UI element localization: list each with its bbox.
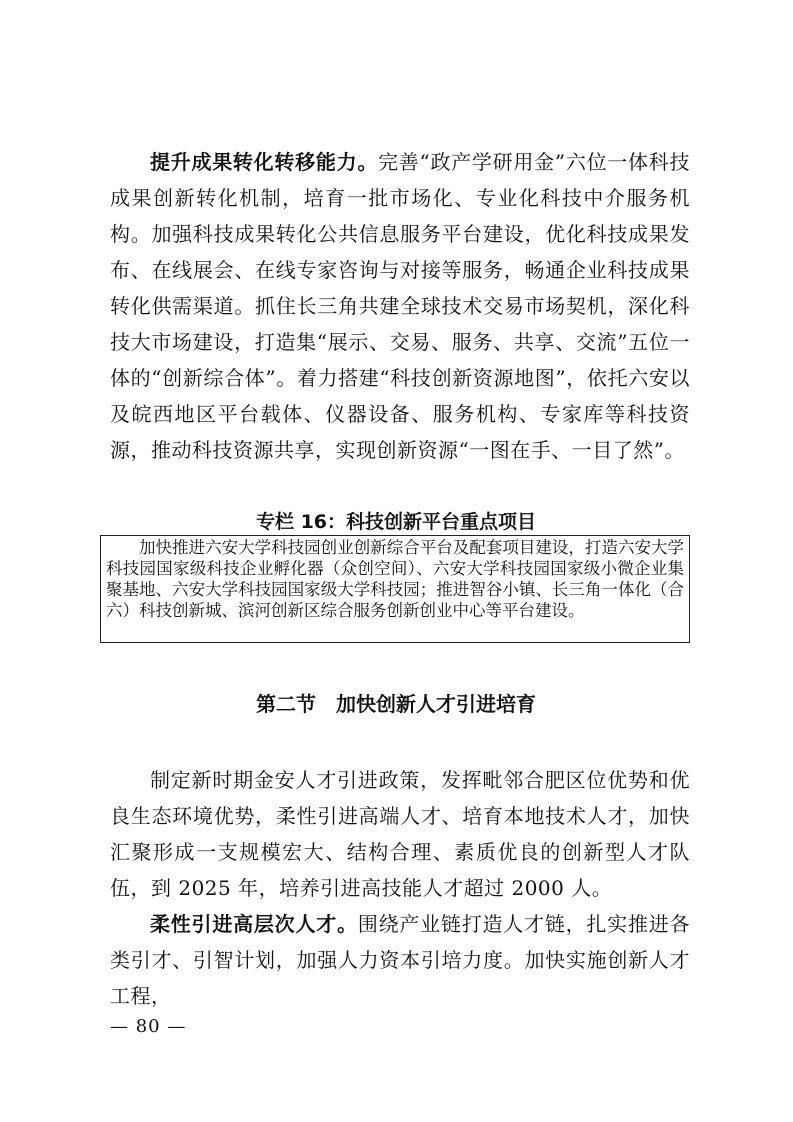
paragraph-achievement-transfer	[110, 144, 690, 468]
paragraph-talent-policy	[110, 762, 690, 906]
key-projects-box	[100, 535, 690, 643]
paragraph-body: 制定新时期金安人才引进政策，发挥毗邻合肥区位优势和优良生态环境优势，柔性引进高端人才、培育本地技术人才，加快汇聚形成一支规模宏大、结构合理、素质优良的创新型人才队伍，到 2025 年，培养引进高技能人才超过 2000 人。	[110, 768, 690, 900]
box-title: 专栏 16：科技创新平台重点项目	[255, 511, 537, 533]
paragraph-lead-heading: 提升成果转化转移能力。	[150, 150, 379, 174]
paragraph-lead-heading: 柔性引进高层次人才。	[150, 912, 358, 936]
section-title: 第二节 加快创新人才引进培育	[256, 692, 536, 716]
paragraph-body: 完善“政产学研用金”六位一体科技成果创新转化机制，培育一批市场化、专业化科技中介服务机构。加强科技成果转化公共信息服务平台建设，优化科技成果发布、在线展会、在线专家咨询与对接等服务，畅通企业科技成果转化供需渠道。抓住长三角共建全球技术交易市场契机，深化科技大市场建设，打造集“展示、交易、服务、共享、交流”五位一体的“创新综合体”。着力搭建“科技创新资源地图”，依托六安以及皖西地区平台载体、仪器设备、服务机构、专家库等科技资源，推动科技资源共享，实现创新资源“一图在手、一目了然”。	[110, 150, 691, 462]
page-number: — 80 —	[110, 1016, 187, 1037]
paragraph-body: 围绕产业链打造人才链，扎实推进各类引才、引智计划，加强人力资本引培力度。加快实施创新人才工程，	[110, 912, 691, 1008]
box-text: 加快推进六安大学科技园创业创新综合平台及配套项目建设，打造六安大学科技园国家级科技企业孵化器（众创空间）、六安大学科技园国家级小微企业集聚基地、六安大学科技园国家级大学科技园；推进智谷小镇、长三角一体化（合六）科技创新城、滨河创新区综合服务创新创业中心等平台建设。	[106, 538, 684, 620]
paragraph-high-level-talent	[110, 906, 690, 1014]
